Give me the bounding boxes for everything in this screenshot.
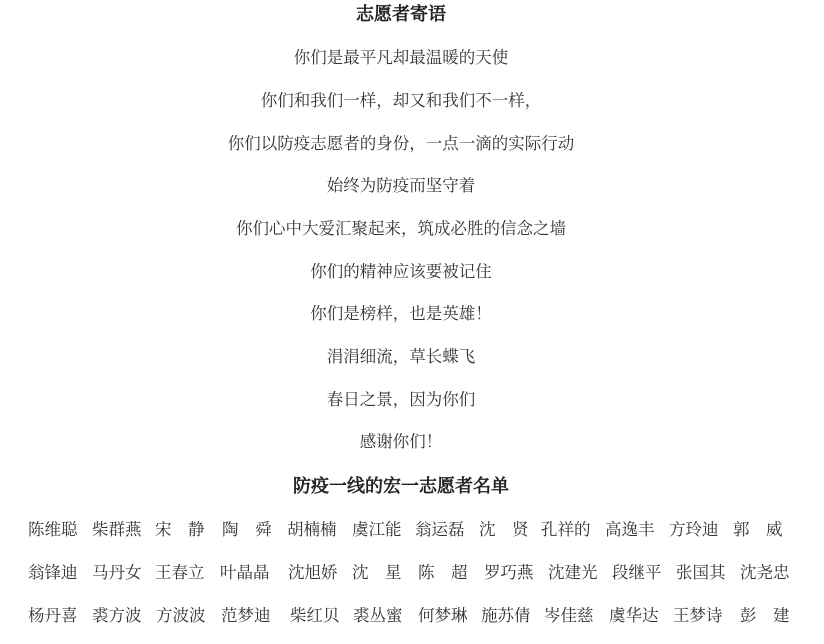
- volunteer-row: [28, 516, 808, 544]
- volunteer-name: 沈建光: [548, 563, 598, 582]
- poem-line: 感谢你们！: [359, 432, 443, 451]
- volunteer-name: 沈尧忠: [740, 563, 790, 582]
- volunteer-name: 柴群燕: [92, 520, 142, 539]
- volunteer-name: 裘丛蜜: [353, 606, 403, 625]
- volunteer-name: 虞华达: [609, 606, 659, 625]
- volunteer-name: 柴红贝: [290, 606, 340, 625]
- volunteer-name: 沈旭娇: [288, 563, 338, 582]
- volunteer-name: 王梦诗: [673, 606, 723, 625]
- volunteer-name: 罗巧燕: [484, 563, 534, 582]
- volunteer-name: 王春立: [155, 563, 205, 582]
- volunteer-name: 方波波: [156, 606, 206, 625]
- volunteer-name: 翁运磊: [415, 520, 465, 539]
- volunteer-name: 沈 贤: [479, 520, 529, 539]
- volunteer-list-title: 防疫一线的宏一志愿者名单: [293, 476, 509, 497]
- volunteer-name: 马丹女: [92, 563, 142, 582]
- volunteer-name: 郭 威: [733, 520, 783, 539]
- volunteer-name: 陶 舜: [222, 520, 272, 539]
- poem-line: 涓涓细流，草长蝶飞: [326, 347, 476, 366]
- volunteer-name: 杨丹喜: [28, 606, 78, 625]
- poem-line: 你们的精神应该要被记住: [310, 262, 492, 281]
- volunteer-name: 张国其: [676, 563, 726, 582]
- poem-line: 始终为防疫而坚守着: [326, 176, 476, 195]
- volunteer-name: 陈维聪: [28, 520, 78, 539]
- volunteer-name: 胡楠楠: [287, 520, 337, 539]
- volunteer-name: 宋 静: [155, 520, 205, 539]
- volunteer-row: [28, 602, 808, 630]
- message-title: 志愿者寄语: [356, 4, 446, 25]
- volunteer-row: [28, 559, 808, 587]
- volunteer-name: 沈 星: [352, 563, 402, 582]
- volunteer-name: 岑佳慈: [544, 606, 594, 625]
- poem-line: 你们心中大爱汇聚起来，筑成必胜的信念之墙: [236, 219, 566, 238]
- poem-line: 你们是榜样，也是英雄！: [310, 304, 492, 323]
- volunteer-name: 翁锋迪: [28, 563, 78, 582]
- volunteer-name: 孔祥的: [541, 520, 591, 539]
- volunteer-name: 虞江能: [352, 520, 402, 539]
- poem-line: 春日之景，因为你们: [326, 390, 476, 409]
- volunteer-name: 陈 超: [418, 563, 468, 582]
- volunteer-name: 何梦琳: [418, 606, 468, 625]
- volunteer-name: 裘方波: [92, 606, 142, 625]
- volunteer-name: 方玲迪: [669, 520, 719, 539]
- volunteer-name: 施苏倩: [481, 606, 531, 625]
- volunteer-name: 高逸丰: [605, 520, 655, 539]
- poem-line: 你们以防疫志愿者的身份，一点一滴的实际行动: [227, 134, 575, 153]
- volunteer-name: 彭 建: [740, 606, 790, 625]
- volunteer-name: 叶晶晶: [220, 563, 270, 582]
- poem-line: 你们和我们一样，却又和我们不一样，: [260, 91, 542, 110]
- volunteer-name: 段继平: [612, 563, 662, 582]
- poem-line: 你们是最平凡却最温暖的天使: [293, 48, 509, 67]
- volunteer-name: 范梦迪: [221, 606, 271, 625]
